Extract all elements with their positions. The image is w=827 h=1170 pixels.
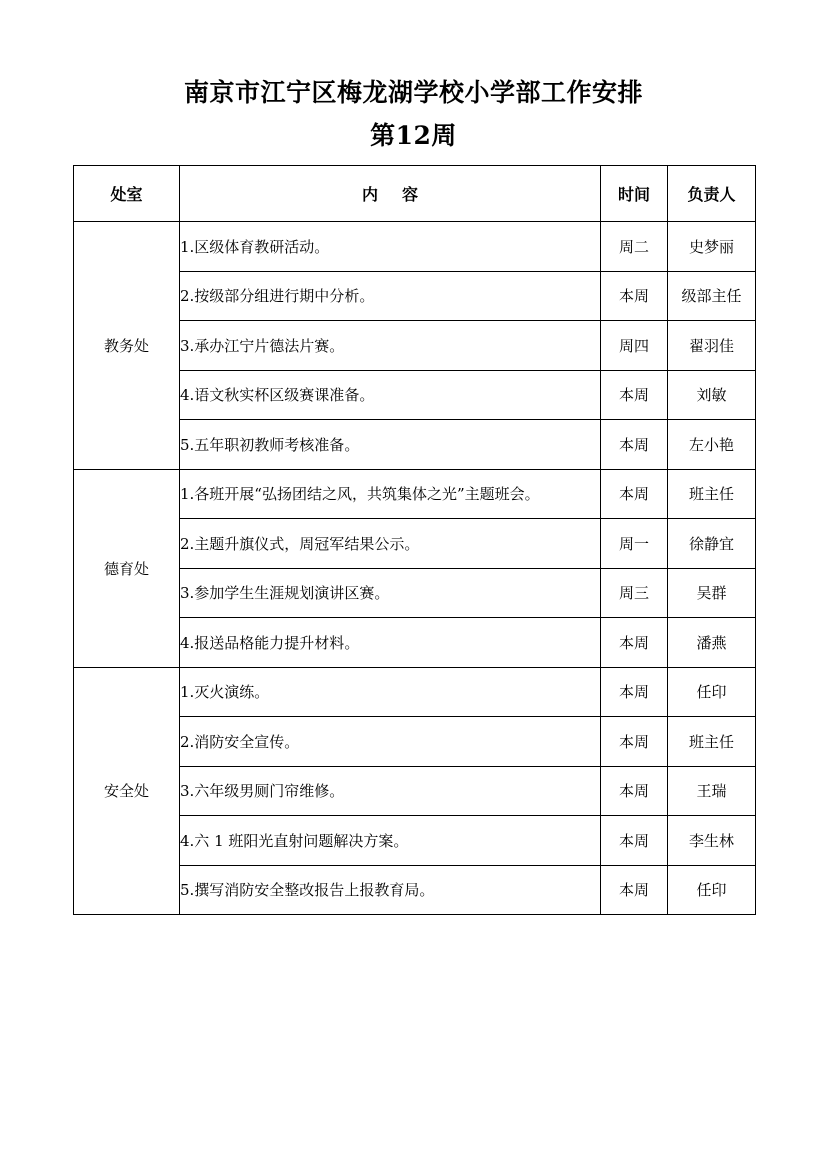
time-cell: 周一 xyxy=(601,519,668,569)
content-cell: 4.语文秋实杯区级赛课准备。 xyxy=(180,370,601,420)
header-dept: 处室 xyxy=(74,166,180,222)
dept-cell-safety: 安全处 xyxy=(74,667,180,915)
table-header-row xyxy=(74,166,756,222)
table-row xyxy=(74,667,756,717)
content-cell: 1.灭火演练。 xyxy=(180,667,601,717)
time-cell: 本周 xyxy=(601,271,668,321)
owner-cell: 班主任 xyxy=(668,469,756,519)
dept-cell-moral: 德育处 xyxy=(74,469,180,667)
time-cell: 周二 xyxy=(601,222,668,272)
header-content xyxy=(180,166,601,222)
owner-cell: 刘敏 xyxy=(668,370,756,420)
time-cell: 周四 xyxy=(601,321,668,371)
owner-cell: 任印 xyxy=(668,667,756,717)
owner-cell: 班主任 xyxy=(668,717,756,767)
content-cell: 2.按级部分组进行期中分析。 xyxy=(180,271,601,321)
time-cell: 本周 xyxy=(601,618,668,668)
content-cell: 2.主题升旗仪式，周冠军结果公示。 xyxy=(180,519,601,569)
header-owner: 负责人 xyxy=(668,166,756,222)
owner-cell: 王瑞 xyxy=(668,766,756,816)
owner-cell: 吴群 xyxy=(668,568,756,618)
time-cell: 本周 xyxy=(601,865,668,915)
owner-cell: 徐静宜 xyxy=(668,519,756,569)
time-cell: 周三 xyxy=(601,568,668,618)
owner-cell: 左小艳 xyxy=(668,420,756,470)
time-cell: 本周 xyxy=(601,469,668,519)
time-cell: 本周 xyxy=(601,766,668,816)
owner-cell: 任印 xyxy=(668,865,756,915)
owner-cell: 翟羽佳 xyxy=(668,321,756,371)
owner-cell: 级部主任 xyxy=(668,271,756,321)
week-label: 第12周 xyxy=(370,121,457,150)
owner-cell: 李生林 xyxy=(668,816,756,866)
time-cell: 本周 xyxy=(601,370,668,420)
dept-cell-academic: 教务处 xyxy=(74,222,180,470)
content-cell: 5.撰写消防安全整改报告上报教育局。 xyxy=(180,865,601,915)
schedule-table xyxy=(73,165,756,915)
document-title: 南京市江宁区梅龙湖学校小学部工作安排 xyxy=(183,78,643,107)
content-cell: 1.各班开展“弘扬团结之风，共筑集体之光”主题班会。 xyxy=(180,469,601,519)
content-cell: 4.报送品格能力提升材料。 xyxy=(180,618,601,668)
time-cell: 本周 xyxy=(601,667,668,717)
time-cell: 本周 xyxy=(601,816,668,866)
content-cell: 3.六年级男厕门帘维修。 xyxy=(180,766,601,816)
content-cell: 3.承办江宁片德法片赛。 xyxy=(180,321,601,371)
table-row xyxy=(74,469,756,519)
content-cell: 1.区级体育教研活动。 xyxy=(180,222,601,272)
header-content-label: 内容 xyxy=(361,185,442,204)
time-cell: 本周 xyxy=(601,420,668,470)
header-time: 时间 xyxy=(601,166,668,222)
content-cell: 5.五年职初教师考核准备。 xyxy=(180,420,601,470)
content-cell: 2.消防安全宣传。 xyxy=(180,717,601,767)
owner-cell: 潘燕 xyxy=(668,618,756,668)
content-cell: 3.参加学生生涯规划演讲区赛。 xyxy=(180,568,601,618)
time-cell: 本周 xyxy=(601,717,668,767)
content-cell: 4.六 1 班阳光直射问题解决方案。 xyxy=(180,816,601,866)
table-row xyxy=(74,222,756,272)
owner-cell: 史梦丽 xyxy=(668,222,756,272)
